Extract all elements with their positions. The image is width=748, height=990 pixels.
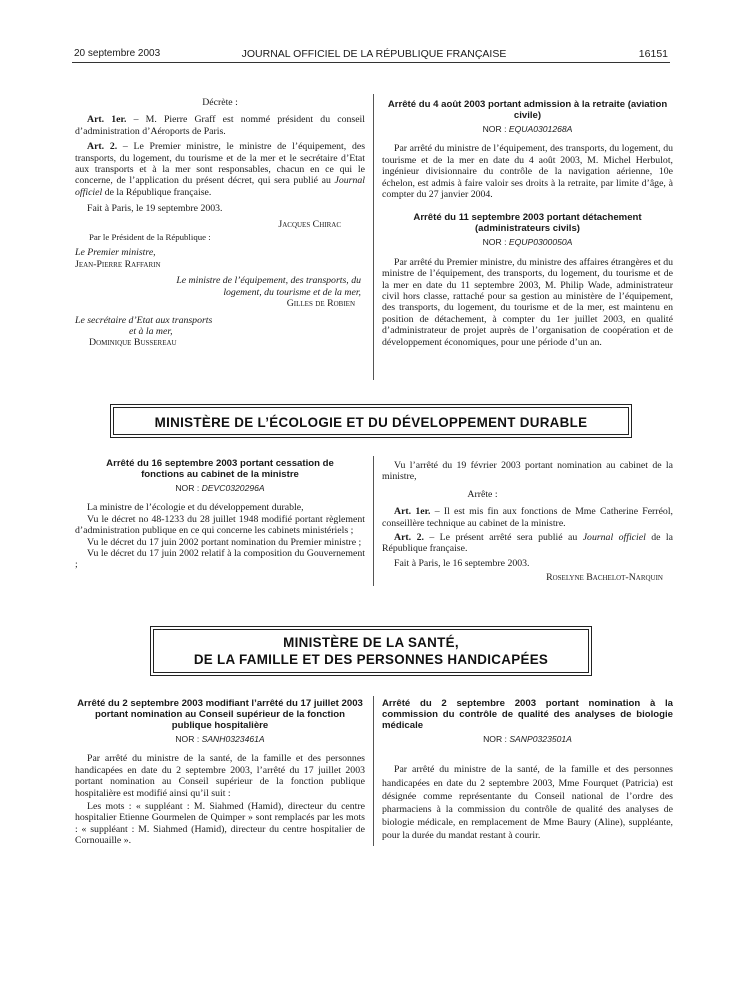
- sante-article-left: [75, 698, 365, 847]
- ecologie-article-right: [382, 460, 673, 584]
- right-articles-top: [382, 99, 673, 348]
- decree-article-2: Art. 2. – Le Premier ministre, le ministre de l’équipement, des transports, du logement, du tourisme et de la mer et le secrétaire d’Etat aux transports et à la mer sont responsables, chacun en ce qui le concerne, de l’application du présent décret, qui sera publié au Journal officiel de la République française.: [75, 141, 366, 198]
- article-nor-cessation: NOR : DEVC0320296A: [175, 483, 265, 493]
- article-nor-biologie: NOR : SANP0323501A: [483, 734, 572, 744]
- minister-title: Le ministre de l’équipement, des transports, du logement, du tourisme et de la mer,: [176, 275, 361, 298]
- cessation-article-1: Art. 1er. – Il est mis fin aux fonctions de Mme Catherine Ferréol, conseillère technique au cabinet de la ministre.: [382, 506, 673, 529]
- secretary-title-1: Le secrétaire d’Etat aux transports: [75, 314, 213, 326]
- csfph-p1: Par arrêté du ministre de la santé, de la famille et des personnes handicapées en date du 2 septembre 2003, l’arrêté du 17 juillet 2003 portant nomination au Conseil supérieur de la fonction publique hospitalière est modifié ainsi qu’il suit :: [75, 753, 365, 799]
- ministry-banner-sante-line2: DE LA FAMILLE ET DES PERSONNES HANDICAPÉES: [193, 652, 549, 667]
- par-le-president: Par le Président de la République :: [89, 232, 211, 243]
- column-divider-mid: [373, 456, 374, 586]
- decree-column: [75, 97, 365, 349]
- cessation-article-2: Art. 2. – Le présent arrêté sera publié au Journal officiel de la République française.: [382, 532, 674, 555]
- article-title-biologie: Arrêté du 2 septembre 2003 portant nomination à la commission du contrôle de qualité des analyses de biologie médicale: [382, 698, 673, 731]
- article-nor-retraite: NOR : EQUA0301268A: [482, 124, 573, 134]
- secretary-title-2: et à la mer,: [129, 325, 173, 337]
- article-text-detachement: Par arrêté du Premier ministre, du ministre des affaires étrangères et du ministre de l’équipement, des transports, du logement, du tourisme et de la mer en date du 11 septembre 2003, M. Philip Wade, administrateur civil hors classe, rattaché pour sa gestion au ministère de l’équipement, des transports, du logement, du tourisme et de la mer, est maintenu en position de détachement, à compter du 1er juillet 2003, en qualité d’administrateur de projet auprès de l’organisation de coopération et de développement économiques, pour une période d’un an.: [382, 256, 673, 348]
- cessation-p3: Vu le décret du 17 juin 2002 portant nomination du Premier ministre ;: [87, 536, 362, 548]
- article-title-detachement: Arrêté du 11 septembre 2003 portant détachement (administrateurs civils): [413, 212, 642, 235]
- cessation-p2: Vu le décret no 48-1233 du 28 juillet 1948 modifié portant règlement d’administration publique en ce qui concerne les cabinets ministériels ;: [75, 513, 365, 537]
- arrete-label: Arrête :: [467, 488, 498, 500]
- signer-chirac: Jacques Chirac: [278, 218, 341, 230]
- article-title-retraite: Arrêté du 4 août 2003 portant admission à la retraite (aviation civile): [387, 99, 668, 121]
- ministry-banner-ecologie: [110, 404, 632, 438]
- signer-bachelot: Roselyne Bachelot-Narquin: [546, 572, 663, 584]
- minister-name: Gilles de Robien: [286, 298, 355, 310]
- article-nor-detachement: NOR : EQUP0300050A: [482, 237, 573, 248]
- decrete-label: Décrète :: [202, 97, 238, 108]
- header-date: 20 septembre 2003: [74, 48, 161, 59]
- ministry-banner-sante: [150, 626, 592, 676]
- cessation-p4: Vu le décret du 17 juin 2002 relatif à la composition du Gouvernement ;: [75, 548, 365, 571]
- csfph-p2: Les mots : « suppléant : M. Siahmed (Hamid), directeur du centre hospitalier Etienne Gourmelen de Quimper » sont remplacés par les mots : « suppléant : M. Siahmed (Hamid), directeur du centre hospitalier de Cornouaille ».: [75, 801, 365, 847]
- page-header: [0, 0, 748, 58]
- pm-name: Jean-Pierre Raffarin: [75, 258, 161, 270]
- article-nor-csfph: NOR : SANH0323461A: [175, 734, 265, 744]
- biologie-p1: Par arrêté du ministre de la santé, de la famille et des personnes handicapées en date du 2 septembre 2003, Mme Fourquet (Patricia) est désignée comme représentante du Conseil national de l’ordre des pharmaciens à la commission du contrôle de qualité des analyses de biologie médicale, en remplacement de Mme Baury (Aline), suppléante, pour la durée du mandat restant à courir.: [382, 764, 673, 842]
- column-divider-bottom: [373, 696, 374, 846]
- secretary-name: Dominique Bussereau: [89, 337, 177, 349]
- article-title-cessation: Arrêté du 16 septembre 2003 portant cessation de fonctions au cabinet de la ministre: [106, 458, 334, 480]
- header-title: JOURNAL OFFICIEL DE LA RÉPUBLIQUE FRANÇAISE: [241, 48, 507, 60]
- ministry-banner-ecologie-text: MINISTÈRE DE L’ÉCOLOGIE ET DU DÉVELOPPEMENT DURABLE: [154, 415, 588, 430]
- ministry-banner-sante-line1: MINISTÈRE DE LA SANTÉ,: [283, 635, 459, 650]
- cessation-vu-arrete: Vu l’arrêté du 19 février 2003 portant nomination au cabinet de la ministre,: [382, 460, 673, 483]
- pm-title: Le Premier ministre,: [75, 247, 156, 259]
- sante-article-right: [382, 698, 673, 843]
- decree-article-1: Art. 1er. – M. Pierre Graff est nommé président du conseil d’administration d’Aéroports de Paris.: [75, 114, 365, 137]
- article-title-csfph: Arrêté du 2 septembre 2003 modifiant l’arrêté du 17 juillet 2003 portant nomination au Conseil supérieur de la fonction publique hospitalière: [77, 698, 363, 731]
- ecologie-article-left: [75, 458, 365, 571]
- decree-fait: Fait à Paris, le 19 septembre 2003.: [87, 203, 223, 215]
- header-page-number: 16151: [638, 48, 668, 60]
- cessation-p1: La ministre de l’écologie et du développement durable,: [87, 502, 304, 514]
- column-divider-top: [373, 94, 374, 380]
- header-rule: [72, 62, 670, 63]
- article-text-retraite: Par arrêté du ministre de l’équipement, des transports, du logement, du tourisme et de la mer en date du 4 août 2003, M. Michel Herbulot, ingénieur divisionnaire du contrôle de la navigation aérienne, 10e échelon, est admis à faire valoir ses droits à la retraite, par limite d’âge, à compter du 27 janvier 2004.: [382, 143, 673, 201]
- cessation-fait: Fait à Paris, le 16 septembre 2003.: [394, 557, 530, 569]
